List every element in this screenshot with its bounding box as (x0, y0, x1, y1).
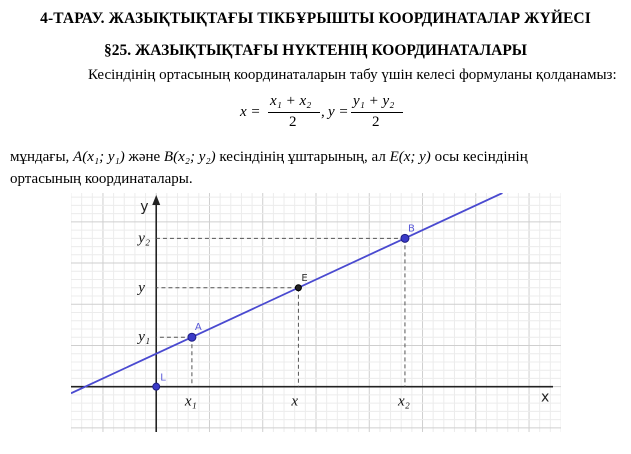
point-b-text: B(x₂; y₂) (163, 149, 216, 165)
point-A (188, 333, 196, 341)
formula-y-numerator: y₁ + y₂ (353, 93, 395, 109)
formula-x-denominator: 2 (289, 114, 297, 130)
point-B (401, 234, 409, 242)
x-tick-label-1: x (291, 393, 299, 410)
description-paragraph (10, 146, 610, 190)
y-tick-label-1: y (138, 279, 145, 296)
origin-point (153, 383, 160, 390)
formula-x-lhs: x = (240, 104, 261, 120)
point-label-A: A (194, 322, 202, 334)
y-axis-arrow (152, 195, 160, 205)
point-e-text: E(x; y) (389, 149, 431, 165)
x-tick-label-2: x₂ (397, 393, 410, 410)
formula-separator: , (321, 104, 325, 120)
x-axis-label: x (541, 389, 550, 406)
formula-y-denominator: 2 (372, 114, 380, 130)
formula-y-lhs: y = (328, 104, 349, 120)
formula-x-fraction-bar (268, 112, 320, 113)
y-tick-label-0: y₁ (138, 329, 151, 346)
point-label-B: B (407, 223, 415, 235)
point-a-text: A(x₁; y₁) (73, 149, 125, 165)
segment-line-path (71, 193, 502, 393)
point-label-E: E (301, 272, 308, 284)
formula-x-numerator: x₁ + x₂ (270, 93, 312, 109)
x-tick-label-0: x₁ (184, 393, 197, 410)
segment-line (71, 193, 502, 393)
desc-where: мұндағы, (10, 149, 70, 165)
coordinate-graph (71, 193, 561, 454)
section-title: §25. ЖАЗЫҚТЫҚТАҒЫ НҮКТЕНІҢ КООРДИНАТАЛАРЫ (103, 42, 528, 59)
desc-tail: осы кесіндінің (434, 149, 528, 165)
chapter-title: 4-ТАРАУ. ЖАЗЫҚТЫҚТАҒЫ ТІКБҰРЫШТЫ КООРДИНАТАЛАР ЖҮЙЕСІ (40, 10, 591, 27)
point-E (295, 285, 301, 291)
y-axis-label: y (140, 199, 149, 215)
desc-ends: кесіндінің ұштарының, ал (219, 149, 386, 165)
formula-y-fraction-bar (351, 112, 403, 113)
grid (71, 193, 561, 432)
intro-text: Кесіндінің ортасының координаталарын табу үшін келесі формуланы қолданамыз: (88, 67, 617, 83)
desc-and: және (128, 149, 161, 165)
origin-label: L (160, 372, 166, 384)
desc-line2: ортасының координаталары. (10, 171, 193, 187)
y-tick-label-2: y₂ (138, 230, 151, 247)
